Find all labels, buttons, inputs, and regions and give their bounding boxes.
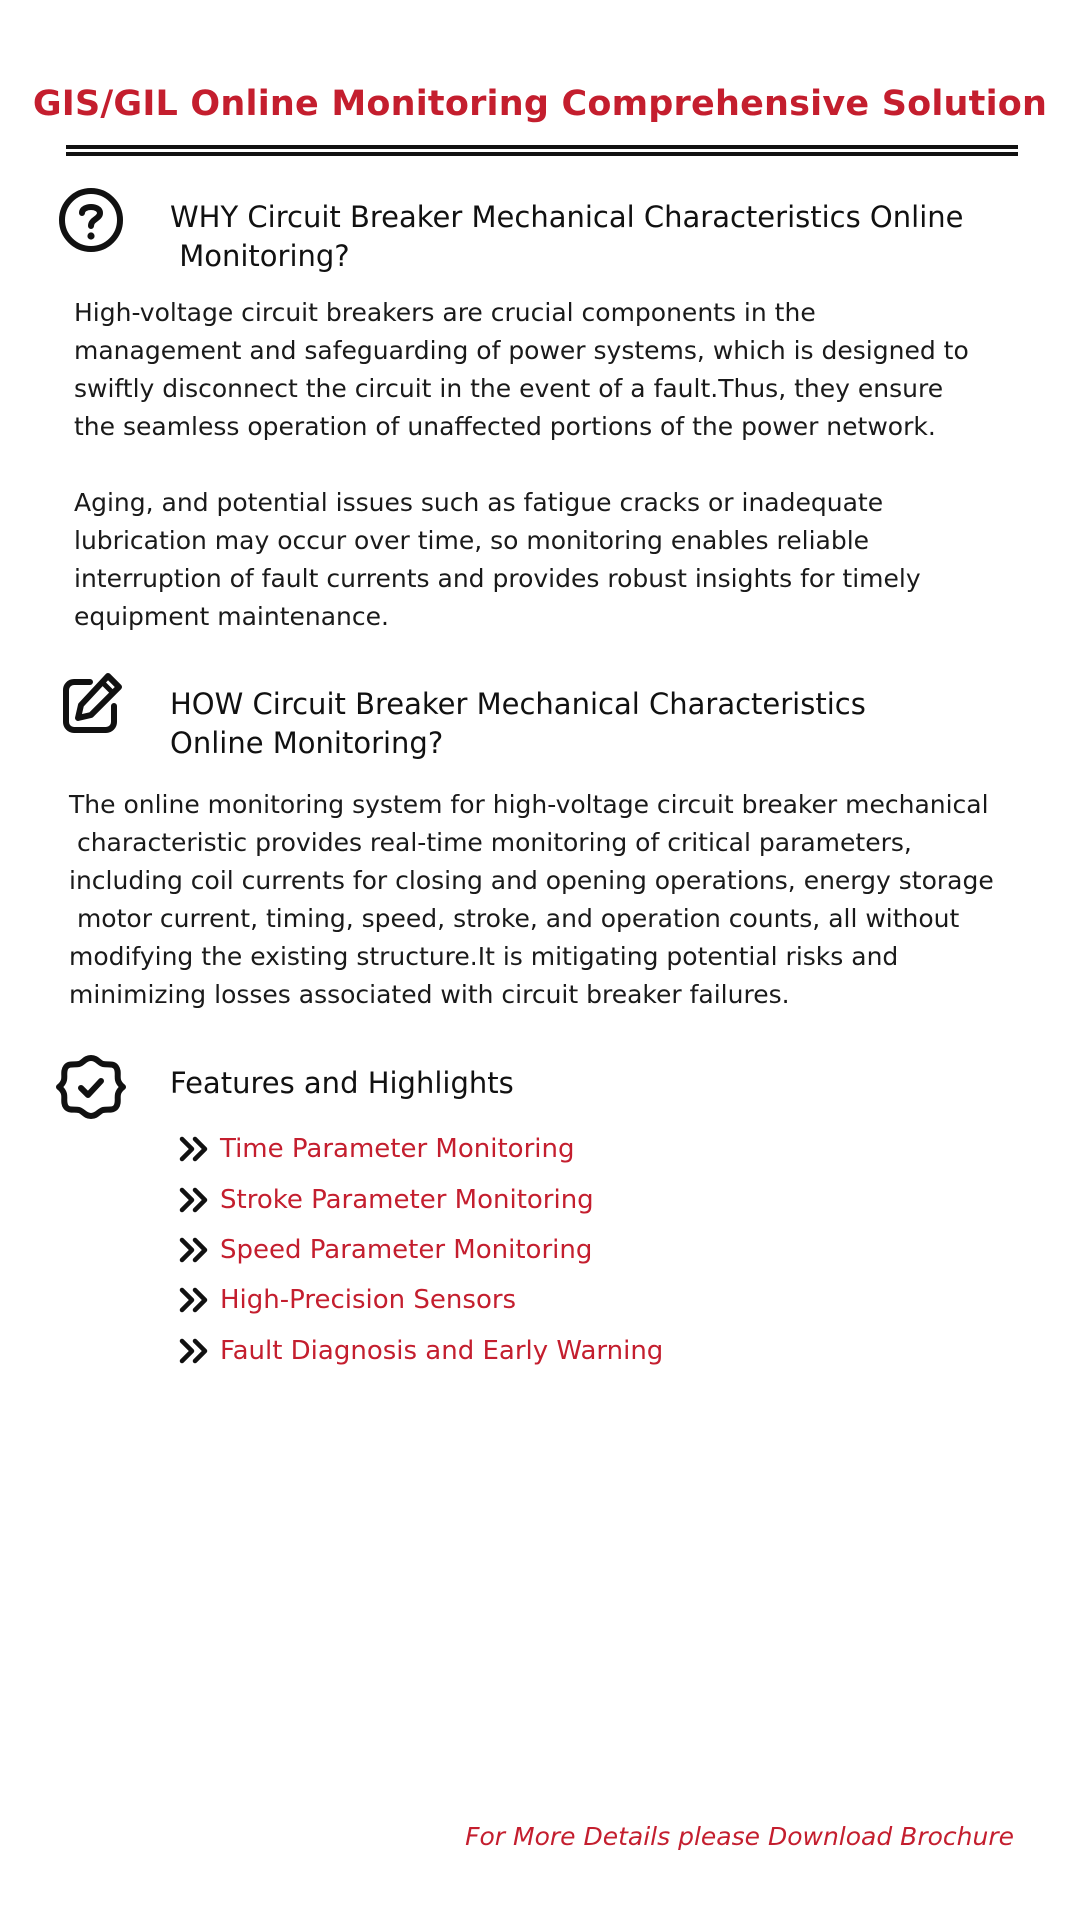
double-chevron-right-icon [178,1136,212,1162]
why-section-heading: WHY Circuit Breaker Mechanical Characteristics Online Monitoring? [170,200,964,273]
verified-badge-icon [56,1052,126,1122]
feature-item [178,1174,978,1224]
feature-label: Speed Parameter Monitoring [220,1234,593,1265]
feature-label: Fault Diagnosis and Early Warning [220,1335,664,1366]
feature-label: High-Precision Sensors [220,1285,517,1316]
double-chevron-right-icon [178,1187,212,1213]
features-section-heading: Features and Highlights [170,1066,514,1100]
double-chevron-right-icon [178,1237,212,1263]
download-brochure-link[interactable]: For More Details please Download Brochure [465,1822,1014,1851]
feature-item [178,1225,978,1275]
edit-pencil-icon [56,670,126,740]
double-chevron-right-icon [178,1287,212,1313]
why-paragraph-1: High-voltage circuit breakers are crucial components in the management and safeguarding of power systems, which is designed to swiftly disconnect the circuit in the event of a fault.Thus, they ensure the seamless operation of unaffected portions of the power network. [74,298,969,441]
how-paragraph: The online monitoring system for high-voltage circuit breaker mechanical characteristic provides real-time monitoring of critical parameters, including coil currents for closing and opening operations, energy storage motor current, timing, speed, stroke, and operation counts, all without modifying the existing structure.It is mitigating potential risks and minimizing losses associated with circuit breaker failures. [69,790,994,1009]
page-title: GIS/GIL Online Monitoring Comprehensive Solution [32,84,1048,124]
feature-label: Stroke Parameter Monitoring [220,1184,594,1215]
feature-item [178,1275,978,1325]
how-section-heading: HOW Circuit Breaker Mechanical Characteristics Online Monitoring? [170,687,866,760]
double-chevron-right-icon [178,1338,212,1364]
feature-item [178,1124,978,1174]
why-paragraph-2: Aging, and potential issues such as fatigue cracks or inadequate lubrication may occur over time, so monitoring enables reliable interruption of fault currents and provides robust insights for timely equipment maintenance. [74,488,921,631]
title-divider-top [66,145,1018,149]
feature-item [178,1326,978,1376]
features-list [178,1124,978,1376]
question-circle-icon [56,185,126,255]
feature-label: Time Parameter Monitoring [220,1134,575,1165]
title-divider-bottom [66,152,1018,156]
